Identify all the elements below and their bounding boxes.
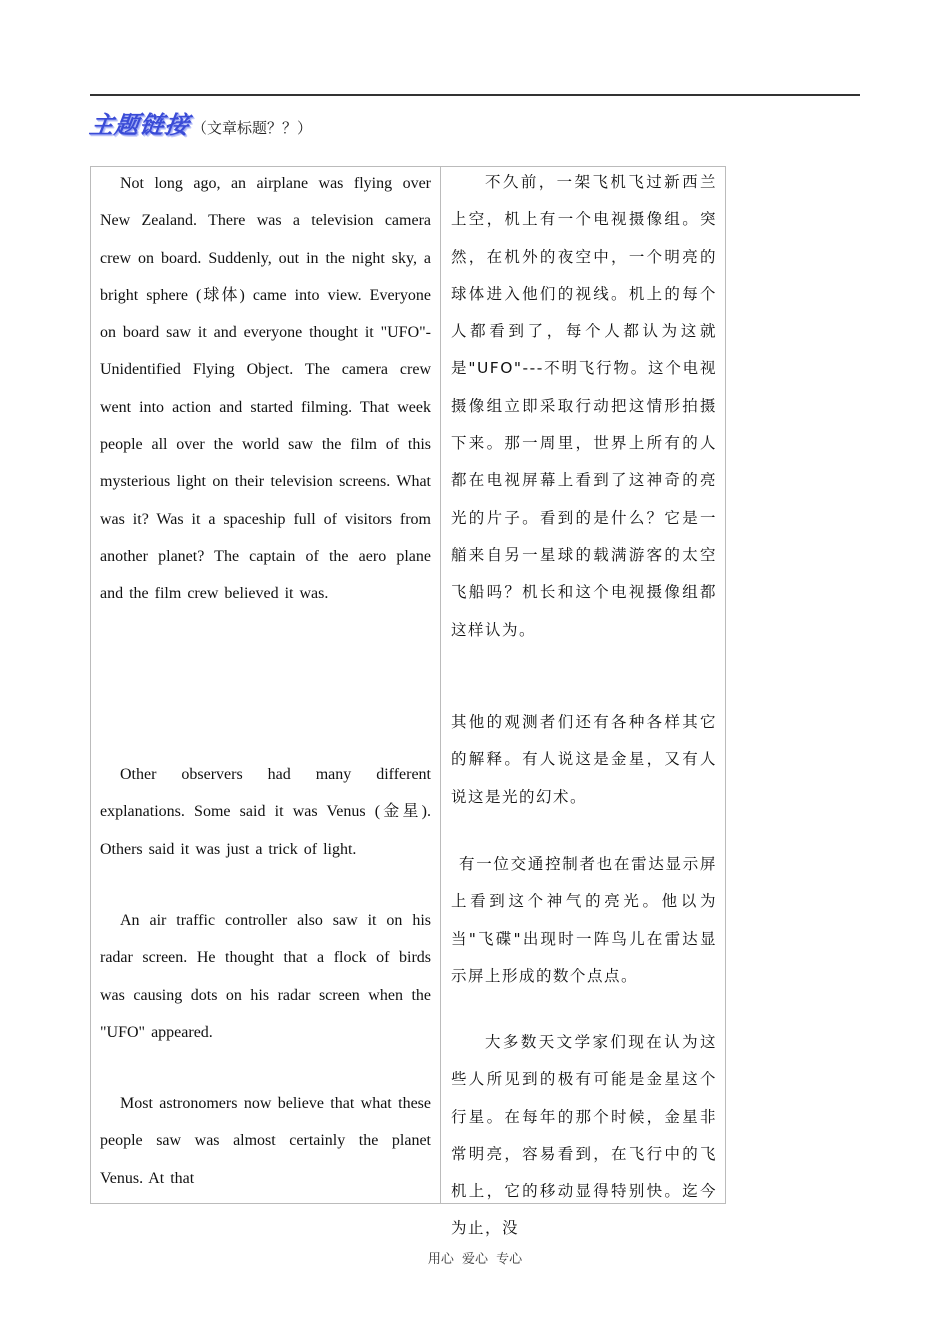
- chinese-column: [441, 167, 725, 1238]
- bilingual-table: [90, 166, 726, 1238]
- top-rule: [90, 94, 860, 96]
- english-paragraph-4: Most astronomers now believe that what these people saw was almost certainly the planet Venus. At that: [100, 1095, 431, 1187]
- article-title-placeholder: （文章标题？？）: [192, 119, 313, 137]
- english-paragraph-2: Other observers had many different explanations. Some said it was Venus (金星). Others said it was just a trick of light.: [100, 766, 431, 858]
- chinese-paragraph-4: 大多数天文学家们现在认为这些人所见到的极有可能是金星这个行星。在每年的那个时候，金星非常明亮，容易看到，在飞行中的飞机上，它的移动显得特别快。迄今为止，没: [451, 1033, 717, 1238]
- english-column: [91, 167, 441, 1203]
- chinese-paragraph-2: 其他的观测者们还有各种各样其它的解释。有人说这是金星，又有人说这是光的幻术。: [451, 713, 717, 806]
- section-header: [87, 108, 313, 140]
- english-paragraph-1: Not long ago, an airplane was flying over New Zealand. There was a television camera crew on board. Suddenly, out in the night sky, a bright sphere (球体) came into view. Everyone on board saw it and everyone thought it "UFO"-Unidentified Flying Object. The camera crew went into action and started filming. That week people all over the world saw the film of this mysterious light on their television screens. What was it? Was it a spaceship full of visitors from another planet? The captain of the aero plane and the film crew believed it was.: [100, 175, 431, 603]
- english-paragraph-3: An air traffic controller also saw it on his radar screen. He thought that a flock of birds was causing dots on his radar screen when the "UFO" appeared.: [100, 912, 431, 1041]
- chinese-paragraph-1: 不久前，一架飞机飞过新西兰上空，机上有一个电视摄像组。突然，在机外的夜空中，一个明亮的球体进入他们的视线。机上的每个人都看到了，每个人都认为这就是"UFO"---不明飞行物。这个电视摄像组立即采取行动把这情形拍摄下来。那一周里，世界上所有的人都在电视屏幕上看到了这神奇的亮光的片子。看到的是什么？它是一艏来自另一星球的载满游客的太空飞船吗？机长和这个电视摄像组都这样认为。: [451, 173, 717, 639]
- chinese-paragraph-3: 有一位交通控制者也在雷达显示屏上看到这个神气的亮光。他以为当"飞碟"出现时一阵鸟儿在雷达显示屏上形成的数个点点。: [451, 855, 717, 985]
- topic-link-logo: 主题链接: [87, 111, 192, 139]
- page-footer: 用心 爱心 专心: [427, 1252, 523, 1267]
